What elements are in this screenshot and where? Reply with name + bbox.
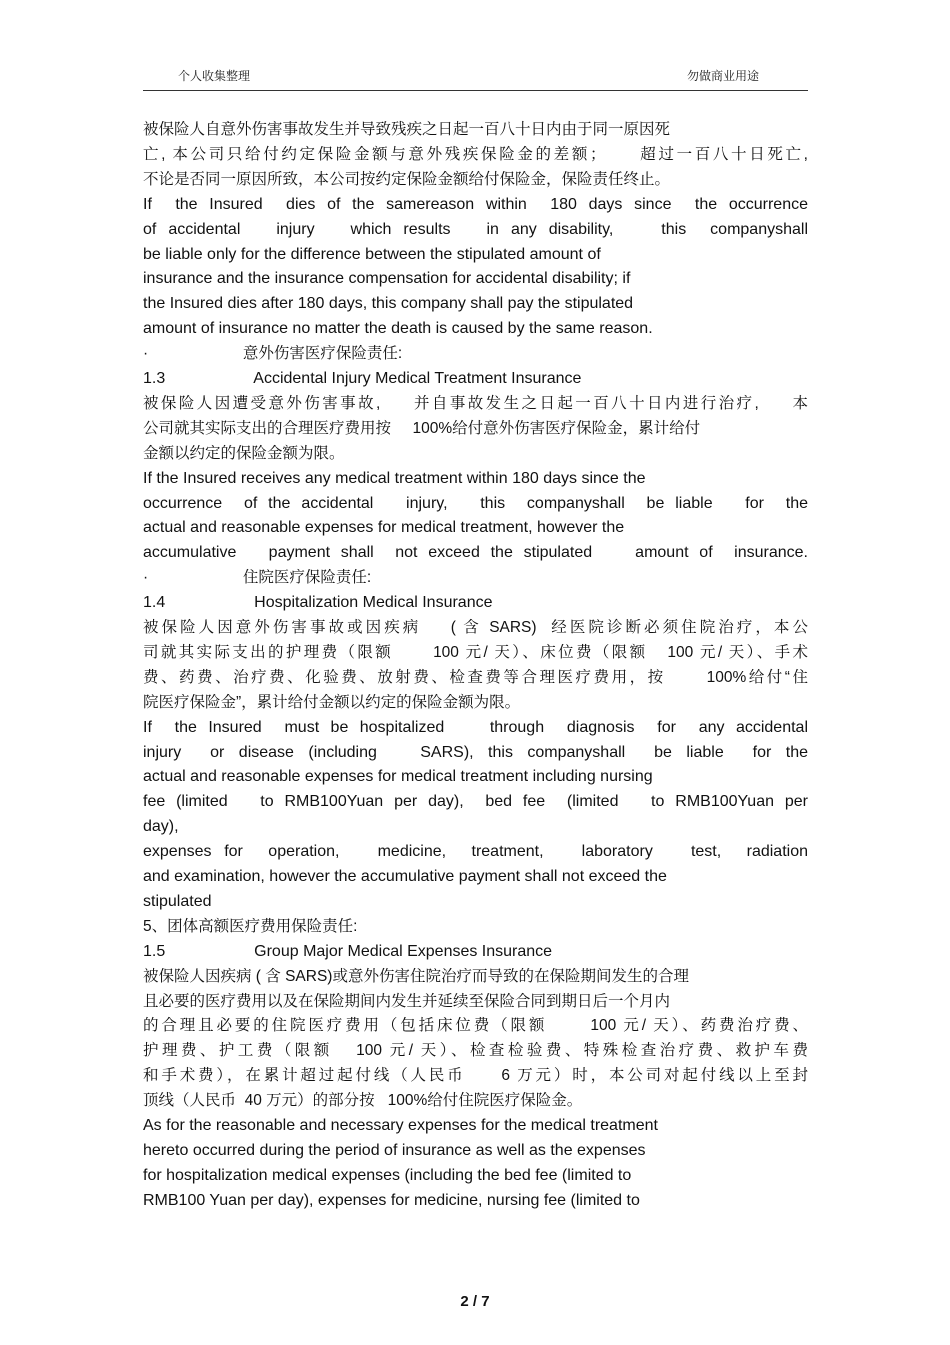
text-line-19: · 住院医疗保险责任: — [143, 569, 372, 587]
text-line-6: be liable only for the difference between the stipulated amount of — [143, 245, 601, 263]
text-line-30: expenses for operation, medicine, treatment, laboratory test, radiation — [143, 843, 808, 861]
text-line-18: accumulative payment shall not exceed the stipulated amount of insurance. — [143, 544, 808, 562]
text-line-41: As for the reasonable and necessary expenses for the medical treatment — [143, 1117, 658, 1134]
text-line-15: If the Insured receives any medical treatment within 180 days since the — [143, 469, 646, 487]
text-line-36: 且必要的医疗费用以及在保险期间内发生并延续至保险合同到期日后一个月内 — [143, 992, 671, 1010]
text-line-32: stipulated — [143, 892, 212, 910]
text-line-9: amount of insurance no matter the death is caused by the same reason. — [143, 320, 653, 338]
text-line-35: 被保险人因疾病 ( 含 SARS)或意外伤害住院治疗而导致的在保险期间发生的合理 — [143, 967, 689, 985]
text-line-42: hereto occurred during the period of insurance as well as the expenses — [143, 1141, 646, 1159]
text-line-14: 金额以约定的保险金额为限。 — [143, 444, 345, 462]
text-line-20: 1.4 Hospitalization Medical Insurance — [143, 594, 493, 612]
header-right-text: 勿做商业用途 — [687, 69, 760, 83]
text-line-39: 和手术费），在累计超过起付线（人民币 6 万元）时，本公司对起付线以上至封 — [143, 1067, 808, 1085]
text-line-2: 亡, 本公司只给付约定保险金额与意外残疾保险金的差额； 超过一百八十日死亡, — [143, 145, 808, 163]
text-line-29: day), — [143, 818, 179, 836]
text-line-43: for hospitalization medical expenses (including the bed fee (limited to — [143, 1166, 632, 1184]
header-rule — [143, 90, 808, 91]
text-line-44: RMB100 Yuan per day), expenses for medicine, nursing fee (limited to — [143, 1191, 640, 1209]
page-number: 2 / 7 — [460, 1293, 490, 1310]
text-line-5: of accidental injury which results in any disability, this companyshall — [143, 220, 808, 238]
text-line-13: 公司就其实际支出的合理医疗费用按 100%给付意外伤害医疗保险金，累计给付 — [143, 419, 701, 437]
text-line-21: 被保险人因意外伤害事故或因疾病 ( 含 SARS) 经医院诊断必须住院治疗，本公 — [143, 619, 808, 636]
text-line-22: 司就其实际支出的护理费（限额 100 元/ 天）、床位费（限额 100 元/ 天）、手术 — [143, 643, 808, 661]
text-line-12: 被保险人因遭受意外伤害事故, 并自事故发生之日起一百八十日内进行治疗, 本 — [143, 394, 808, 412]
text-line-11: 1.3 Accidental Injury Medical Treatment Insurance — [143, 370, 582, 387]
text-line-37: 的合理且必要的住院医疗费用（包括床位费（限额 100 元/ 天）、药费治疗费、 — [143, 1017, 808, 1035]
text-line-10: · 意外伤害医疗保险责任: — [143, 345, 403, 363]
text-line-17: actual and reasonable expenses for medical treatment, however the — [143, 519, 625, 537]
text-line-28: fee (limited to RMB100Yuan per day), bed fee (limited to RMB100Yuan per — [143, 793, 808, 811]
text-line-38: 护理费、护工费（限额 100 元/ 天）、检查检验费、特殊检查治疗费、救护车费 — [143, 1042, 808, 1060]
text-line-1: 被保险人自意外伤害事故发生并导致残疾之日起一百八十日内由于同一原因死 — [143, 121, 671, 138]
text-line-24: 院医疗保险金”，累计给付金额以约定的保险金额为限。 — [143, 693, 521, 711]
header-left-text: 个人收集整理 — [178, 69, 251, 83]
text-line-26: injury or disease (including SARS), this companyshall be liable for the — [143, 743, 808, 761]
text-line-4: If the Insured dies of the samereason within 180 days since the occurrence — [143, 195, 808, 213]
text-line-33: 5、团体高额医疗费用保险责任: — [143, 917, 358, 935]
text-line-8: the Insured dies after 180 days, this company shall pay the stipulated — [143, 295, 634, 313]
text-line-40: 顶线（人民币 40 万元）的部分按 100%给付住院医疗保险金。 — [143, 1092, 583, 1110]
text-line-25: If the Insured must be hospitalized through diagnosis for any accidental — [143, 718, 808, 736]
text-line-34: 1.5 Group Major Medical Expenses Insurance — [143, 942, 553, 960]
text-line-7: insurance and the insurance compensation for accidental disability; if — [143, 270, 631, 288]
text-line-23: 费、药费、治疗费、化验费、放射费、检查费等合理医疗费用，按 100%给付“住 — [143, 668, 808, 686]
text-line-31: and examination, however the accumulative payment shall not exceed the — [143, 868, 667, 885]
text-line-27: actual and reasonable expenses for medical treatment including nursing — [143, 768, 653, 786]
text-line-3: 不论是否同一原因所致，本公司按约定保险金额给付保险金，保险责任终止。 — [143, 170, 671, 188]
text-line-16: occurrence of the accidental injury, this companyshall be liable for the — [143, 494, 808, 512]
